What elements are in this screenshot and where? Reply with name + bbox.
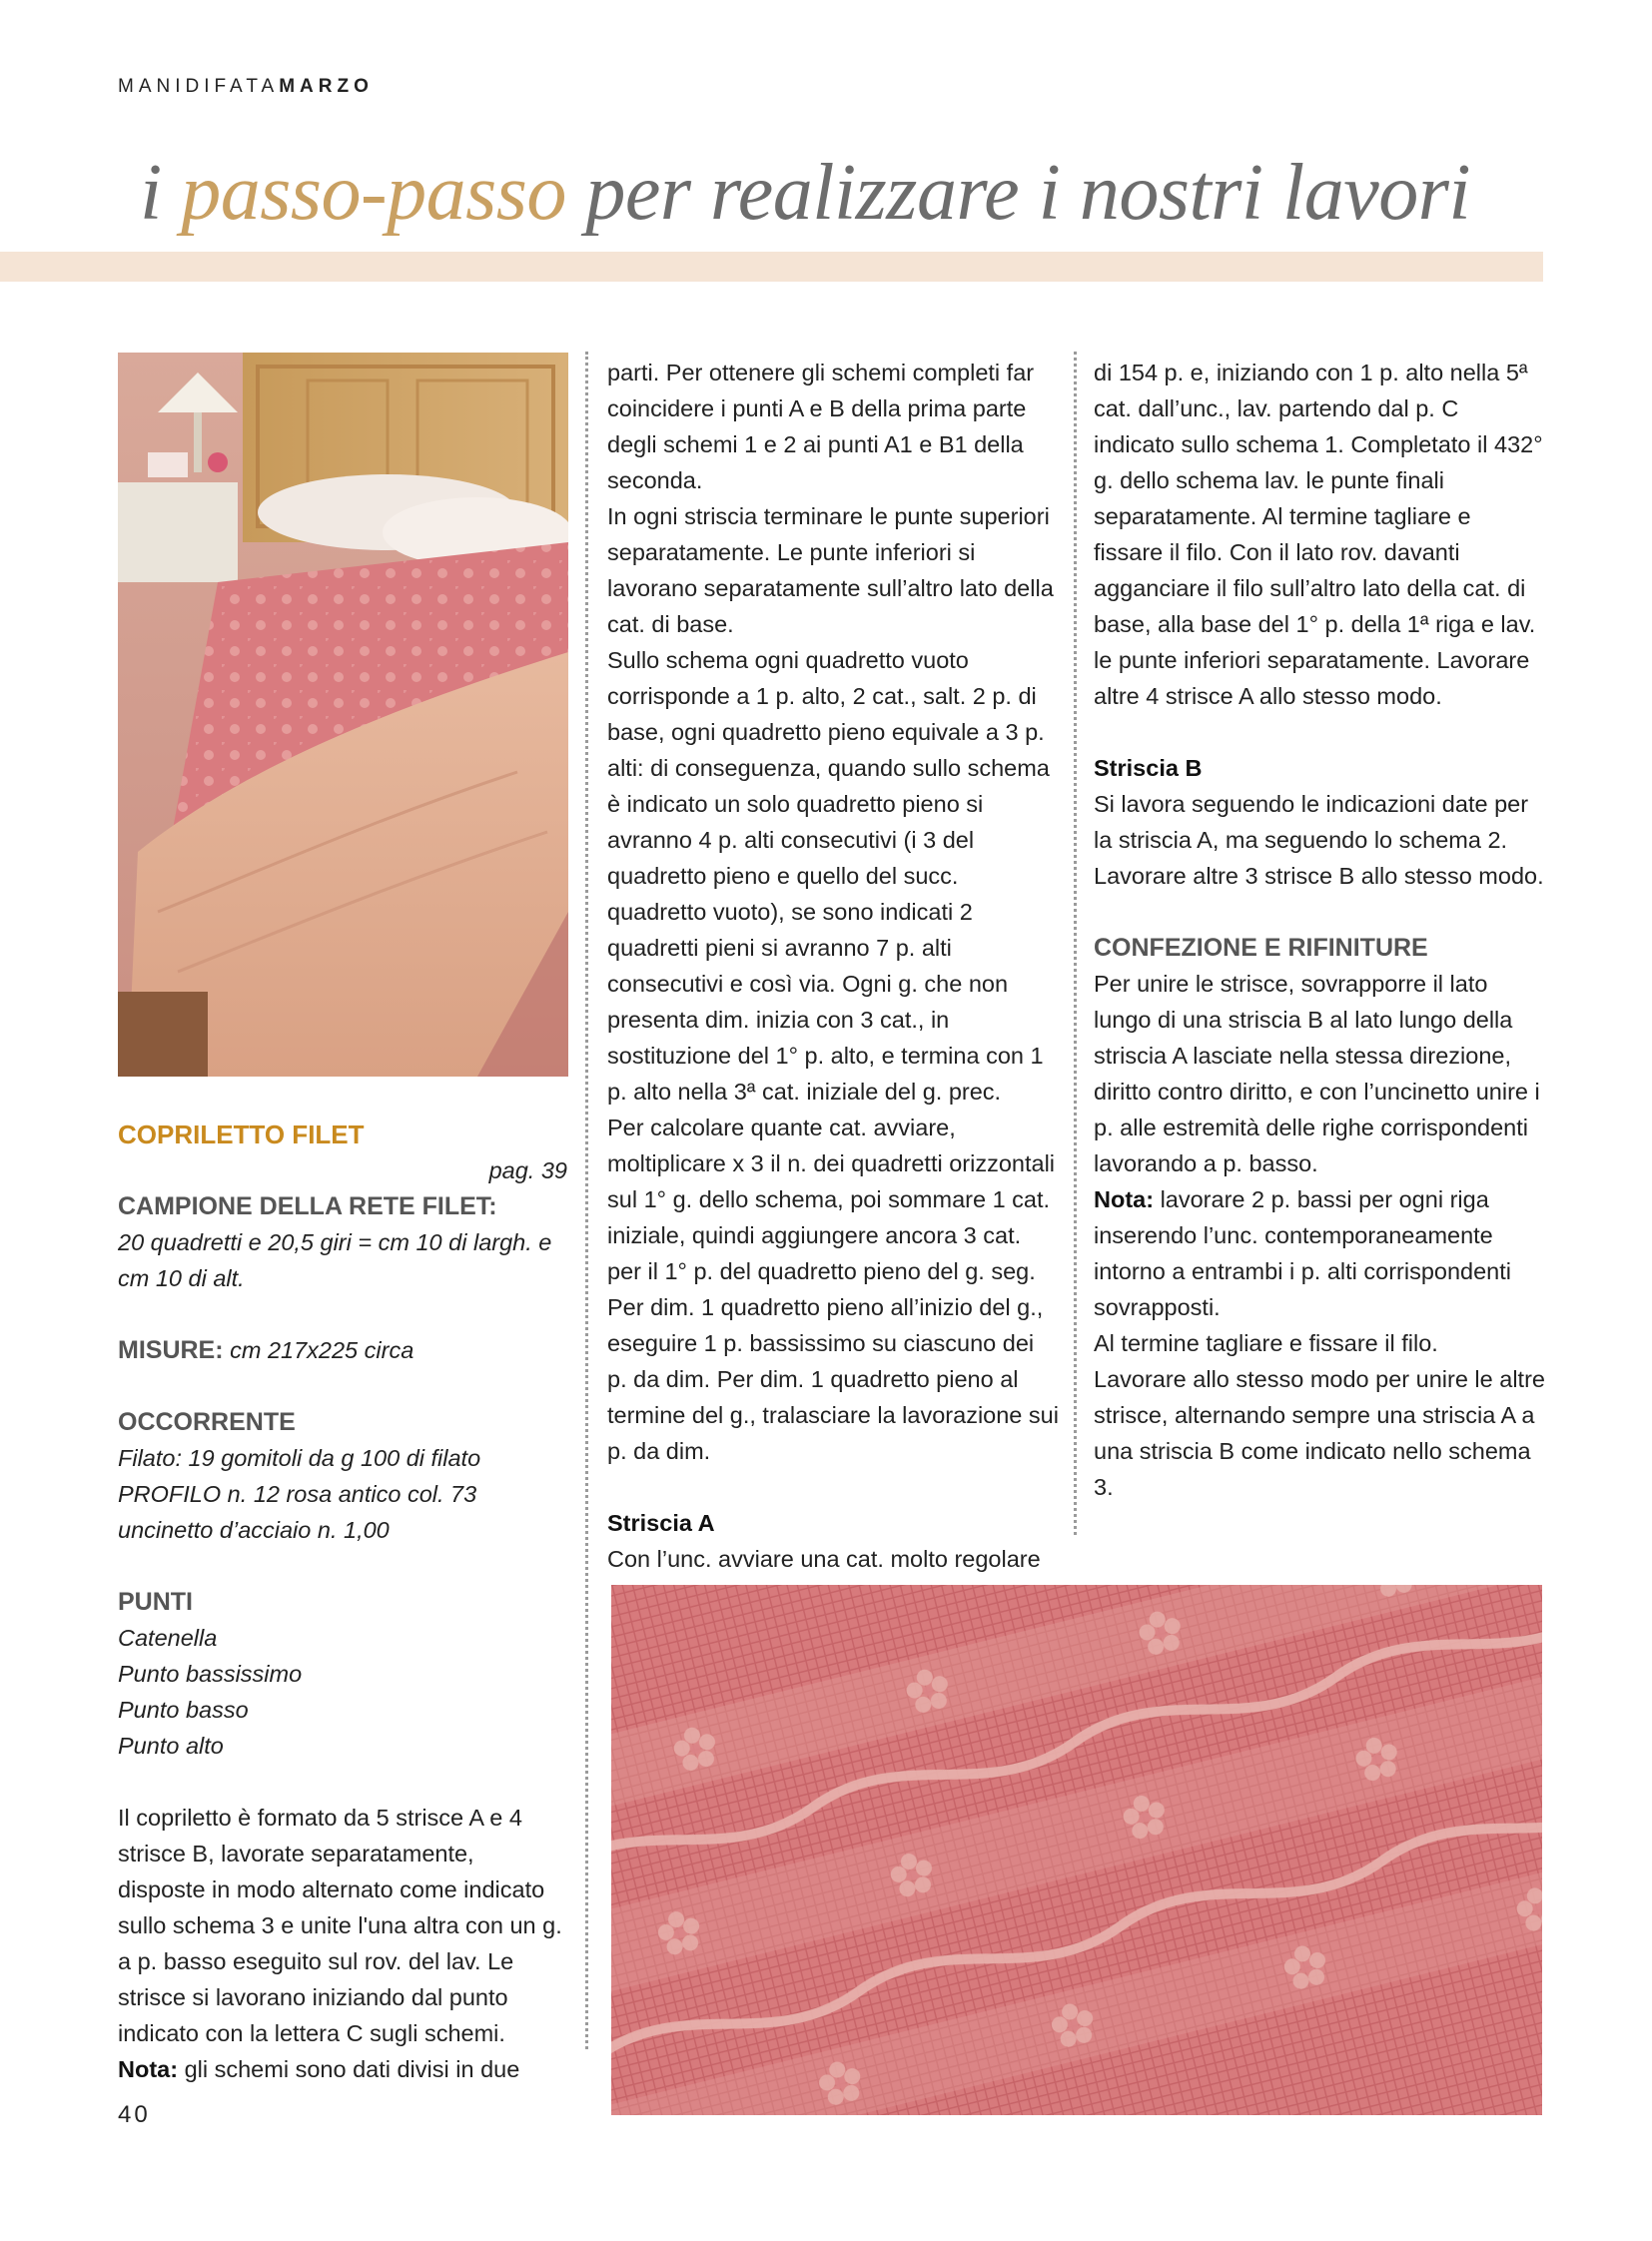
- lace-detail-photo: [611, 1585, 1542, 2115]
- stitch-item: Punto alto: [118, 1733, 224, 1759]
- paragraph: In ogni striscia terminare le punte superiori separatamente. Le punte inferiori si lavorano separatamente sull’altro lato della cat. di base.: [607, 503, 1054, 637]
- stitch-item: Catenella: [118, 1625, 218, 1651]
- bed-photo: [118, 353, 568, 1077]
- size-line: [118, 1332, 567, 1368]
- stitch-item: Punto bassissimo: [118, 1661, 303, 1687]
- magazine-header: [118, 76, 374, 98]
- title-rest: per realizzare i nostri lavori: [565, 149, 1471, 237]
- paragraph: Sullo schema ogni quadretto vuoto corrisponde a 1 p. alto, 2 cat., salt. 2 p. di base, ogni quadretto pieno equivale a 3 p. alti: di conseguenza, quando sullo schema è indicato un solo quadretto pieno si avranno 4 p. alti consecutivi (i 3 del quadretto pieno e quello del succ. quadretto vuoto), se sono indicati 2 quadretti pieni si avranno 7 p. alti consecutivi e così via. Ogni g. che non presenta dim. inizia con 3 cat., in sostituzione del 1° p. alto, e termina con 1 p. alto nella 3ª cat. iniziale del g. prec.: [607, 647, 1050, 1105]
- page-reference: pag. 39: [488, 1157, 567, 1183]
- issue-month: MARZO: [279, 76, 374, 97]
- note-line: [118, 2051, 567, 2087]
- stitch-item: Punto basso: [118, 1697, 249, 1723]
- materials-heading: OCCORRENTE: [118, 1408, 296, 1436]
- paragraph: Per unire le strisce, sovrapporre il lato lungo di una striscia B al lato lungo della striscia A lasciate nella stessa direzione, diritto contro diritto, e con l’uncinetto unire i p. alle estremità delle righe corrispondenti lavorando a p. basso.: [1094, 971, 1540, 1176]
- size-label: MISURE:: [118, 1336, 224, 1364]
- note-text: lavorare 2 p. bassi per ogni riga inserendo l’unc. contemporaneamente intorno a entrambi i p. alti corrispondenti sovrapposti.: [1094, 1186, 1511, 1320]
- paragraph: di 154 p. e, iniziando con 1 p. alto nella 5ª cat. dall’unc., lav. partendo dal p. C indicato sullo schema 1. Completato il 432° g. dello schema lav. le punte finali separatamente. Al termine tagliare e fissare il filo. Con il lato rov. davanti agganciare il filo sull’altro lato della cat. di base, alla base del 1° p. della 1ª riga e lav. le punte inferiori separatamente. Lavorare altre 4 strisce A allo stesso modo.: [1094, 360, 1543, 709]
- paragraph: Lavorare allo stesso modo per unire le altre strisce, alternando sempre una striscia A a una striscia B come indicato nello schema 3.: [1094, 1366, 1545, 1500]
- column-separator: [1074, 352, 1077, 1535]
- finish-heading: CONFEZIONE E RIFINITURE: [1094, 934, 1428, 962]
- material-item: Filato: 19 gomitoli da g 100 di filato PROFILO n. 12 rosa antico col. 73: [118, 1445, 481, 1507]
- paragraph: Per dim. 1 quadretto pieno all’inizio del g., eseguire 1 p. bassissimo su ciascuno dei p. da dim. Per dim. 1 quadretto pieno al termine del g., tralasciare la lavorazione sui p. da dim.: [607, 1294, 1059, 1464]
- intro-paragraph: Il copriletto è formato da 5 strisce A e 4 strisce B, lavorate separatamente, disposte in modo alternato come indicato sullo schema 3 e unite l'una altra con un g. a p. basso eseguito sul rov. del lav. Le strisce si lavorano iniziando dal punto indicato con la lettera C sugli schemi.: [118, 1805, 562, 2046]
- note-line: [1094, 1181, 1545, 1325]
- material-item: uncinetto d’acciaio n. 1,00: [118, 1517, 390, 1543]
- paragraph: parti. Per ottenere gli schemi completi far coincidere i punti A e B della prima parte degli schemi 1 e 2 ai punti A1 e B1 della seconda.: [607, 360, 1035, 493]
- paragraph: Al termine tagliare e fissare il filo.: [1094, 1330, 1438, 1356]
- paragraph: Per calcolare quante cat. avviare, moltiplicare x 3 il n. dei quadretti orizzontali sul 1° g. dello schema, poi sommare 1 cat. iniziale, quindi aggiungere ancora 3 cat. per il 1° p. del quadretto pieno del g. seg.: [607, 1115, 1056, 1284]
- strip-a-heading: Striscia A: [607, 1510, 715, 1536]
- stitches-heading: PUNTI: [118, 1588, 193, 1616]
- sample-heading: CAMPIONE DELLA RETE FILET:: [118, 1192, 497, 1220]
- paragraph: Si lavora seguendo le indicazioni date per la striscia A, ma seguendo lo schema 2. Lavorare altre 3 strisce B allo stesso modo.: [1094, 791, 1544, 889]
- strip-b-heading: Striscia B: [1094, 755, 1203, 781]
- column-2: [607, 355, 1059, 1577]
- size-value: cm 217x225 circa: [223, 1337, 414, 1363]
- page-number: 40: [118, 2101, 151, 2128]
- title-band: [0, 252, 1543, 282]
- sample-text: 20 quadretti e 20,5 giri = cm 10 di largh. e cm 10 di alt.: [118, 1229, 552, 1291]
- column-1: [118, 1117, 567, 2087]
- column-3: [1094, 355, 1545, 1505]
- note-label: Nota:: [118, 2056, 179, 2082]
- paragraph: Con l’unc. avviare una cat. molto regolare: [607, 1546, 1041, 1572]
- note-label: Nota:: [1094, 1186, 1155, 1212]
- column-separator: [585, 352, 588, 2049]
- magazine-name: MANIDIFATA: [118, 76, 280, 97]
- project-title: COPRILETTO FILET: [118, 1120, 365, 1149]
- title-accent: passo-passo: [181, 149, 566, 237]
- note-text: gli schemi sono dati divisi in due: [178, 2056, 520, 2082]
- title-prefix: i: [140, 149, 182, 237]
- page-title: [140, 148, 1470, 239]
